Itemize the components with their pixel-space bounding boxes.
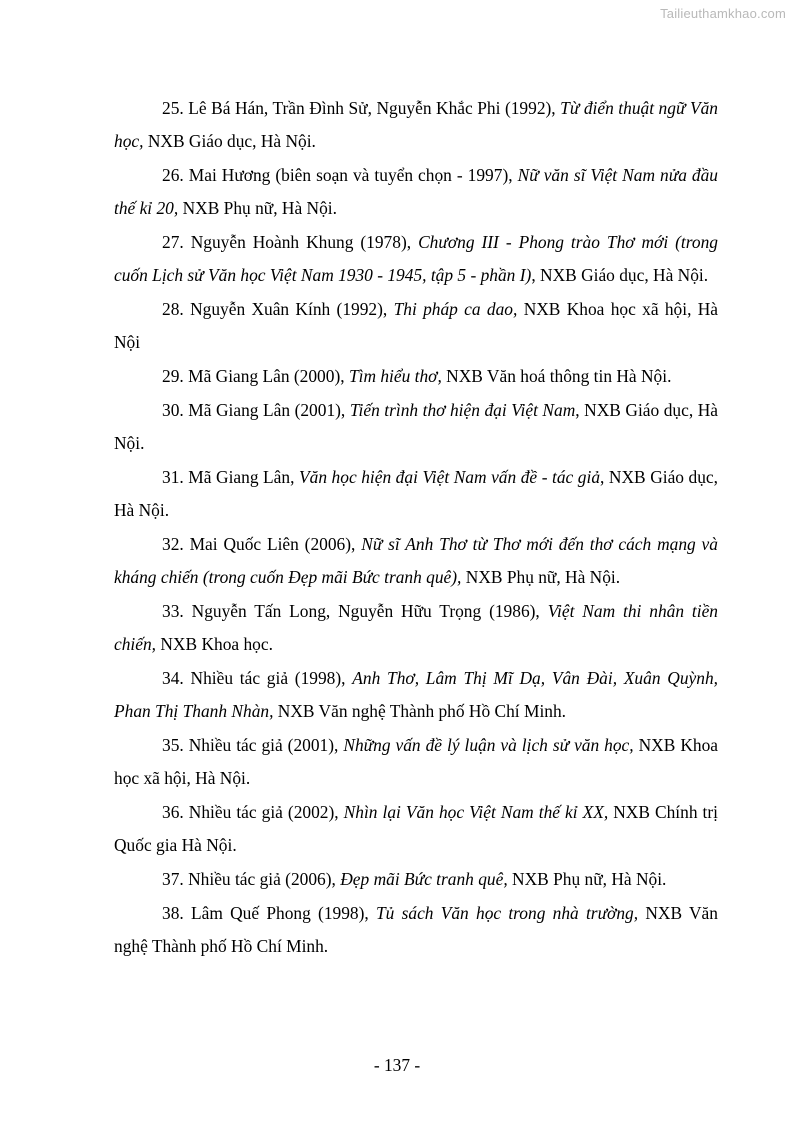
reference-title: Những vấn đề lý luận và lịch sử văn học, [343,735,634,755]
reference-publisher: NXB Khoa học xã hội, Hà Nội. [114,735,718,788]
reference-title: Thi pháp ca dao, [393,299,518,319]
reference-publisher: NXB Phụ nữ, Hà Nội. [512,869,667,889]
reference-title: Tiến trình thơ hiện đại Việt Nam [349,400,576,420]
reference-entry [114,92,718,158]
reference-number: 36. [162,802,184,822]
reference-entry [114,729,718,795]
reference-entry [114,897,718,963]
reference-authors: Mai Hương (biên soạn và tuyển chọn - 1997), [188,165,513,185]
reference-publisher: NXB Văn hoá thông tin Hà Nội. [446,366,672,386]
reference-title: Anh Thơ, Lâm Thị Mĩ Dạ, Vân Đài, Xuân Quỳnh, Phan Thị Thanh Nhàn, [114,668,718,721]
reference-entry [114,595,718,661]
reference-number: 37. [162,869,184,889]
reference-authors: Mã Giang Lân (2001), [188,400,346,420]
reference-entry [114,159,718,225]
reference-authors: Nhiều tác giả (1998), [190,668,346,688]
reference-title: Văn học hiện đại Việt Nam vấn đề - tác giả [299,467,601,487]
reference-number: 33. [162,601,184,621]
reference-number: 34. [162,668,184,688]
reference-title: Nhìn lại Văn học Việt Nam thế kỉ XX, [343,802,609,822]
reference-authors: Nhiều tác giả (2002), [188,802,339,822]
reference-title: Tìm hiểu thơ, [348,366,442,386]
reference-entry [114,461,718,527]
reference-number: 30. [162,400,184,420]
reference-title: Đẹp mãi Bức tranh quê, [340,869,508,889]
reference-authors: Nhiều tác giả (2006), [188,869,336,889]
reference-authors: Nguyễn Hoành Khung (1978), [190,232,412,252]
reference-publisher: NXB Giáo dục, Hà Nội. [147,131,316,151]
reference-publisher: NXB Văn nghệ Thành phố Hồ Chí Minh. [114,903,718,956]
reference-entry [114,360,718,393]
reference-authors: Lê Bá Hán, Trần Đình Sử, Nguyễn Khắc Phi (1992), [188,98,556,118]
reference-authors: Nguyễn Xuân Kính (1992), [190,299,388,319]
reference-entry [114,662,718,728]
reference-publisher: NXB Chính trị Quốc gia Hà Nội. [114,802,719,855]
reference-number: 38. [162,903,184,923]
reference-authors: Mã Giang Lân (2000), [188,366,345,386]
reference-title: Tủ sách Văn học trong nhà trường, [376,903,639,923]
reference-number: 32. [162,534,184,554]
reference-publisher: , NXB Giáo dục, Hà Nội. [114,467,718,520]
reference-entry [114,863,718,896]
reference-publisher: NXB Văn nghệ Thành phố Hồ Chí Minh. [277,701,567,721]
reference-title: Chương III - Phong trào Thơ mới (trong cuốn Lịch sử Văn học Việt Nam 1930 - 1945, tập 5 - phần I) [114,232,718,285]
reference-publisher: NXB Phụ nữ, Hà Nội. [182,198,337,218]
reference-authors: Mai Quốc Liên (2006), [189,534,356,554]
reference-publisher: NXB Khoa học xã hội, Hà Nội [114,299,719,352]
reference-number: 25. [162,98,184,118]
reference-entry [114,394,718,460]
reference-number: 31. [162,467,184,487]
reference-number: 26. [162,165,184,185]
reference-title: Từ điển thuật ngữ Văn học, [114,98,718,151]
reference-number: 29. [162,366,184,386]
reference-publisher: NXB Phụ nữ, Hà Nội. [465,567,621,587]
reference-publisher: , NXB Giáo dục, Hà Nội. [114,400,718,453]
reference-authors: Mã Giang Lân, [188,467,295,487]
reference-list [114,92,718,964]
reference-number: 35. [162,735,184,755]
reference-number: 28. [162,299,184,319]
reference-entry [114,226,718,292]
reference-entry [114,293,718,359]
reference-entry [114,796,718,862]
reference-authors: Nguyễn Tấn Long, Nguyễn Hữu Trọng (1986), [191,601,540,621]
reference-authors: Lâm Quế Phong (1998), [191,903,369,923]
reference-title: Nữ văn sĩ Việt Nam nửa đầu thế kỉ 20, [114,165,718,218]
watermark-text: Tailieuthamkhao.com [660,6,786,21]
reference-number: 27. [162,232,184,252]
page-number: - 137 - [373,1055,421,1075]
reference-entry [114,528,718,594]
reference-publisher: NXB Khoa học. [160,634,273,654]
reference-title: Nữ sĩ Anh Thơ từ Thơ mới đến thơ cách mạng và kháng chiến (trong cuốn Đẹp mãi Bức tranh quê), [114,534,718,587]
reference-authors: Nhiều tác giả (2001), [188,735,339,755]
reference-publisher: , NXB Giáo dục, Hà Nội. [531,265,709,285]
reference-title: Việt Nam thi nhân tiền chiến, [114,601,718,654]
